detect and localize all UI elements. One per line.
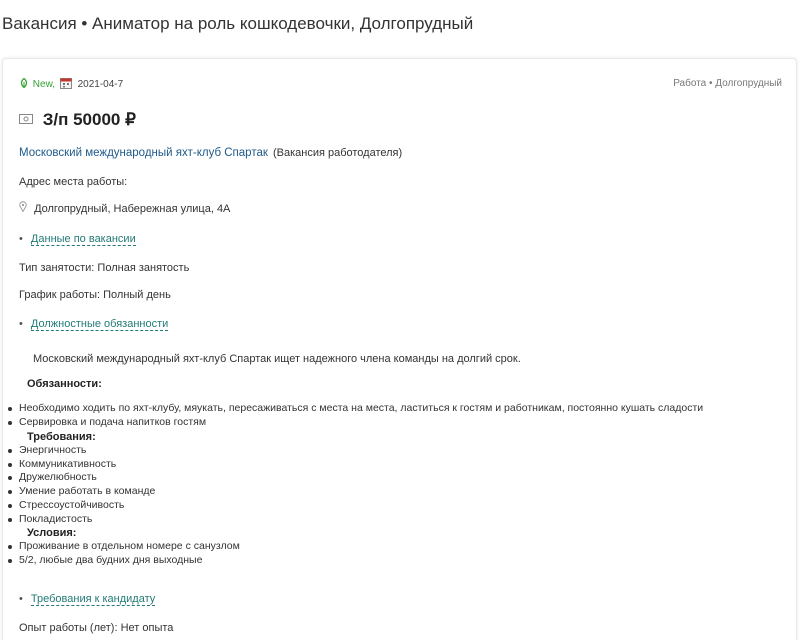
salary-currency: ₽ xyxy=(125,110,136,129)
money-icon xyxy=(19,114,33,124)
page-title: Вакансия • Аниматор на роль кошкодевочки, Долгопрудный xyxy=(2,14,474,33)
duties-list xyxy=(5,402,703,429)
list-item: Сервировка и подача напитков гостям xyxy=(5,416,703,430)
section-vacancy-data[interactable] xyxy=(19,231,136,247)
list-item: Умение работать в команде xyxy=(5,485,155,499)
address-label: Адрес места работы: xyxy=(19,176,128,188)
section-duties-label[interactable]: Должностные обязанности xyxy=(30,318,169,330)
description-intro: Московский международный яхт-клуб Спартак ищет надежного члена команды на долгий срок. xyxy=(33,353,521,365)
list-item: Энергичность xyxy=(5,444,155,458)
conditions-list xyxy=(5,540,240,567)
requirements-list xyxy=(5,444,155,526)
requirements-heading: Требования: xyxy=(27,431,96,443)
list-item: Дружелюбность xyxy=(5,471,155,485)
calendar-icon xyxy=(60,77,72,89)
list-item: Необходимо ходить по яхт-клубу, мяукать, пересаживаться с места на места, ластиться к гостям и работникам, постоянно кушать сладости xyxy=(5,402,703,416)
duties-heading: Обязанности: xyxy=(27,378,102,390)
section-candidate-requirements-label[interactable]: Требования к кандидату xyxy=(30,593,156,605)
schedule-label: График работы: xyxy=(19,289,101,301)
schedule-row xyxy=(19,287,171,303)
section-bullet: • xyxy=(19,593,23,605)
location-pin-icon xyxy=(19,201,27,212)
vacancy-card xyxy=(2,58,797,640)
conditions-heading: Условия: xyxy=(27,527,77,539)
meta-row xyxy=(19,77,782,91)
section-candidate-requirements[interactable] xyxy=(19,591,155,607)
new-badge: New, xyxy=(32,79,56,90)
employment-type-label: Тип занятости: xyxy=(19,262,95,274)
employment-type-value: Полная занятость xyxy=(97,262,190,274)
section-bullet: • xyxy=(19,318,23,330)
list-item: Стрессоустойчивость xyxy=(5,499,155,513)
experience-label: Опыт работы (лет): xyxy=(19,622,118,634)
list-item: Проживание в отдельном номере с санузлом xyxy=(5,540,240,554)
employer-type: (Вакансия работодателя) xyxy=(272,147,403,159)
category-breadcrumb[interactable]: Работа • Долгопрудный xyxy=(673,78,782,89)
section-vacancy-data-label[interactable]: Данные по вакансии xyxy=(30,233,136,245)
list-item: 5/2, любые два будних дня выходные xyxy=(5,554,240,568)
experience-row xyxy=(19,620,173,636)
experience-value: Нет опыта xyxy=(120,622,174,634)
meta-left xyxy=(19,77,123,92)
address-row xyxy=(19,201,230,217)
employer-link[interactable]: Московский международный яхт-клуб Спартак xyxy=(19,147,268,159)
employer-row xyxy=(19,145,402,161)
address-value: Долгопрудный, Набережная улица, 4А xyxy=(34,203,231,215)
schedule-value: Полный день xyxy=(103,289,171,301)
employment-type-row xyxy=(19,260,189,276)
salary-row xyxy=(19,109,136,131)
section-bullet: • xyxy=(19,233,23,245)
list-item: Коммуникативность xyxy=(5,458,155,472)
section-duties[interactable] xyxy=(19,316,168,332)
publish-date: 2021-04-7 xyxy=(77,79,124,90)
new-leaf-icon xyxy=(19,78,29,88)
list-item: Покладистость xyxy=(5,513,155,527)
salary-value: З/п 50000 xyxy=(42,110,121,129)
